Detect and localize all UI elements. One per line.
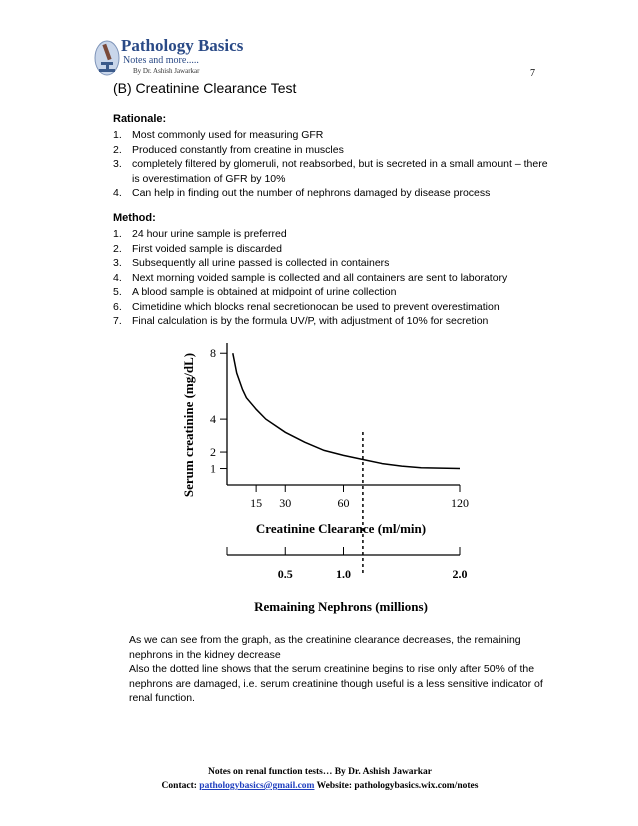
list-item-text: Cimetidine which blocks renal secretionocan be used to prevent overestimation bbox=[132, 300, 500, 313]
list-item bbox=[113, 128, 553, 143]
method-list bbox=[113, 227, 553, 329]
list-item-text: Most commonly used for measuring GFR bbox=[132, 129, 324, 141]
explanation-paragraph-2: Also the dotted line shows that the serum creatinine begins to rise only after 50% of the nephrons are damaged, i.e. serum creatinine though useful is a less sensitive indicator of renal function. bbox=[129, 663, 543, 704]
email-link[interactable]: pathologybasics@gmail.com bbox=[199, 781, 315, 791]
x2-tick-label: 1.0 bbox=[336, 567, 351, 581]
list-item-text: First voided sample is discarded bbox=[132, 242, 282, 255]
method-title: Method: bbox=[113, 212, 156, 224]
y-tick-label: 1 bbox=[210, 461, 216, 476]
list-item-text: 24 hour urine sample is preferred bbox=[132, 228, 287, 240]
x-tick-label: 30 bbox=[279, 496, 292, 510]
list-number: 3. bbox=[113, 257, 122, 269]
list-item bbox=[113, 157, 553, 186]
list-number: 2. bbox=[113, 143, 122, 156]
microscope-logo-icon bbox=[93, 38, 121, 76]
list-item bbox=[113, 186, 553, 201]
chart-marks bbox=[210, 346, 469, 581]
y-axis-label: Serum creatinine (mg/dL) bbox=[181, 352, 196, 498]
creatinine-chart bbox=[175, 335, 495, 620]
list-item-text: Produced constantly from creatine in muscles bbox=[132, 143, 344, 156]
logo-title: Pathology Basics bbox=[121, 36, 244, 55]
rationale-title: Rationale: bbox=[113, 113, 167, 125]
list-item bbox=[113, 242, 553, 257]
y-tick-label: 8 bbox=[210, 346, 216, 361]
x-tick-label: 15 bbox=[250, 496, 263, 510]
list-item bbox=[113, 300, 553, 315]
list-item-text: A blood sample is obtained at midpoint of urine collection bbox=[132, 286, 397, 298]
x-tick-label: 120 bbox=[451, 496, 469, 510]
list-number: 5. bbox=[113, 286, 122, 298]
list-item-text: completely filtered by glomeruli, not reabsorbed, but is secreted in a small amount – there is overestimation of GFR by 10% bbox=[132, 158, 548, 185]
list-number: 4. bbox=[113, 271, 122, 284]
list-number: 3. bbox=[113, 158, 122, 170]
list-number: 4. bbox=[113, 187, 122, 199]
x2-tick-label: 2.0 bbox=[452, 567, 468, 581]
logo-subtitle: Notes and more..... bbox=[123, 55, 199, 66]
rationale-list bbox=[113, 128, 553, 201]
footer-title: Notes on renal function tests… By Dr. Ashish Jawarkar bbox=[207, 767, 433, 777]
list-item bbox=[113, 143, 553, 158]
x-tick-label: 60 bbox=[337, 496, 350, 510]
list-item bbox=[113, 227, 553, 242]
explanation-paragraph-1: As we can see from the graph, as the creatinine clearance decreases, the remaining nephrons in the kidney decrease bbox=[129, 634, 521, 661]
logo bbox=[93, 36, 243, 78]
x2-tick-label: 0.5 bbox=[277, 567, 293, 581]
list-item bbox=[113, 314, 553, 329]
x-axis-label: Creatinine Clearance (ml/min) bbox=[255, 521, 427, 536]
footer-contact-label: Contact: bbox=[161, 781, 200, 791]
list-number: 1. bbox=[113, 228, 122, 240]
list-item-text: Next morning voided sample is collected and all containers are sent to laboratory bbox=[132, 271, 508, 284]
list-number: 2. bbox=[113, 242, 122, 255]
list-item-text: Subsequently all urine passed is collected in containers bbox=[132, 257, 390, 269]
x2-axis-label: Remaining Nephrons (millions) bbox=[254, 599, 428, 614]
page-title: (B) Creatinine Clearance Test bbox=[113, 80, 297, 96]
creatinine-curve bbox=[233, 353, 460, 468]
y-tick-label: 2 bbox=[210, 445, 216, 460]
list-number: 1. bbox=[113, 129, 122, 141]
list-number: 6. bbox=[113, 300, 122, 313]
list-number: 7. bbox=[113, 315, 122, 327]
list-item-text: Can help in finding out the number of nephrons damaged by disease process bbox=[132, 187, 491, 199]
footer-website: Website: pathologybasics.wix.com/notes bbox=[314, 781, 479, 791]
list-item bbox=[113, 271, 553, 286]
list-item-text: Final calculation is by the formula UV/P, with adjustment of 10% for secretion bbox=[132, 315, 489, 327]
logo-author: By Dr. Ashish Jawarkar bbox=[133, 67, 200, 75]
list-item bbox=[113, 256, 553, 271]
footer-contact bbox=[100, 781, 540, 791]
page-number: 7 bbox=[530, 68, 535, 79]
y-tick-label: 4 bbox=[210, 412, 216, 427]
list-item bbox=[113, 285, 553, 300]
